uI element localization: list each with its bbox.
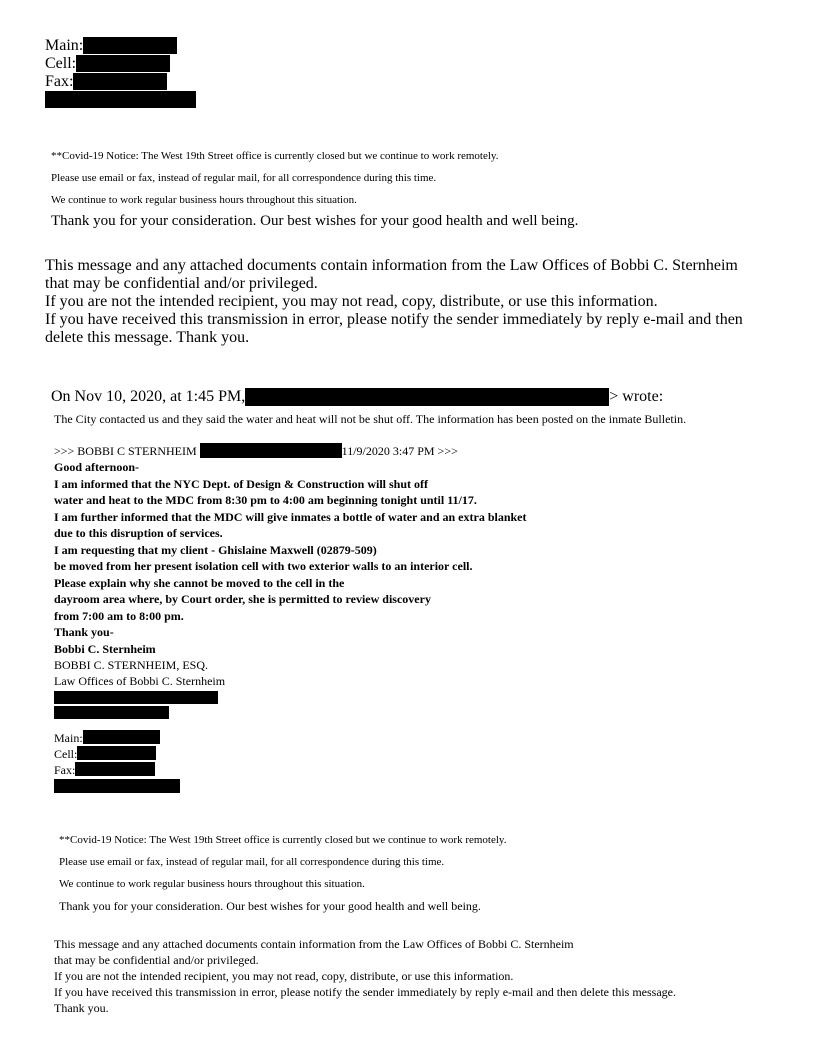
reply-header [51,388,663,406]
reply-body: The City contacted us and they said the water and heat will not be shut off. The information has been posted on the inmate Bulletin. [54,412,687,426]
redaction [73,73,167,90]
body-line: from 7:00 am to 8:00 pm. [54,608,184,623]
original-body [54,459,527,657]
body-line: Good afternoon- [54,460,139,474]
signature-top [45,37,177,91]
body-line: Bobbi C. Sternheim [54,641,156,656]
notice-line: We continue to work regular business hours throughout this situation. [51,194,357,206]
redaction [54,779,180,793]
body-line: I am further informed that the MDC will give inmates a bottle of water and an extra blanket [54,509,527,524]
wrote-label: > wrote: [609,388,664,405]
disclaimer-line: that may be confidential and/or privileged. [54,953,259,967]
disclaimer-bottom [54,936,676,1016]
body-line: water and heat to the MDC from 8:30 pm to 4:00 am beginning tonight until 11/17. [54,493,477,507]
disclaimer-line: If you have received this transmission in error, please notify the sender immediately by reply e-mail and then delete this message. [54,985,676,999]
sig-name: BOBBI C. STERNHEIM, ESQ. [54,658,209,672]
sent-date: 11/9/2020 3:47 PM >>> [341,444,458,458]
disclaimer-top [45,257,743,347]
signature-bottom-contacts [54,730,160,778]
fax-label: Fax: [54,763,76,777]
body-line: be moved from her present isolation cell with two exterior walls to an interior cell. [54,559,473,573]
redaction [83,37,177,54]
original-header [54,443,458,460]
main-label: Main: [45,37,84,54]
notice-line: **Covid-19 Notice: The West 19th Street office is currently closed but we continue to work remotely. [59,834,507,846]
disclaimer-line: If you have received this transmission in error, please notify the sender immediately by reply e-mail and then [45,311,743,328]
sender: >>> BOBBI C STERNHEIM [54,444,197,458]
disclaimer-line: If you are not the intended recipient, you may not read, copy, distribute, or use this information. [54,969,514,983]
signature-bottom [54,657,225,689]
reply-date: On Nov 10, 2020, at 1:45 PM, [51,388,246,405]
disclaimer-line: Thank you. [54,1001,109,1015]
notice-line: Please use email or fax, instead of regular mail, for all correspondence during this time. [51,172,437,184]
cell-label: Cell: [54,747,78,761]
redaction [77,746,156,760]
redaction [200,443,342,458]
redaction [45,91,196,108]
redaction [75,762,155,776]
main-label: Main: [54,731,83,745]
thanks-top: Thank you for your consideration. Our best wishes for your good health and well being. [51,213,579,229]
fax-label: Fax: [45,73,74,90]
disclaimer-line: that may be confidential and/or privileged. [45,275,318,292]
redaction [83,730,160,744]
notice-line: We continue to work regular business hours throughout this situation. [59,878,365,890]
body-line: due to this disruption of services. [54,526,223,540]
body-line: Thank you- [54,625,114,639]
covid-notice-top [51,150,498,207]
covid-notice-bottom [59,834,506,891]
body-line: I am informed that the NYC Dept. of Design & Construction will shut off [54,476,428,491]
body-line: I am requesting that my client - Ghislaine Maxwell (02879-509) [54,542,377,557]
disclaimer-line: This message and any attached documents contain information from the Law Offices of Bobbi C. Sternheim [54,937,574,951]
notice-line: **Covid-19 Notice: The West 19th Street office is currently closed but we continue to work remotely. [51,150,499,162]
redaction [54,706,169,719]
body-line: Please explain why she cannot be moved to the cell in the [54,575,345,590]
body-line: dayroom area where, by Court order, she is permitted to review discovery [54,592,431,606]
redaction [76,55,170,72]
redaction [54,691,218,704]
disclaimer-line: delete this message. Thank you. [45,329,250,346]
redaction [245,388,609,406]
cell-label: Cell: [45,55,77,72]
notice-line: Please use email or fax, instead of regular mail, for all correspondence during this time. [59,856,445,868]
thanks-bottom: Thank you for your consideration. Our best wishes for your good health and well being. [59,899,481,913]
disclaimer-line: If you are not the intended recipient, you may not read, copy, distribute, or use this information. [45,293,658,310]
disclaimer-line: This message and any attached documents contain information from the Law Offices of Bobbi C. Sternheim [45,257,738,274]
sig-firm: Law Offices of Bobbi C. Sternheim [54,674,226,688]
